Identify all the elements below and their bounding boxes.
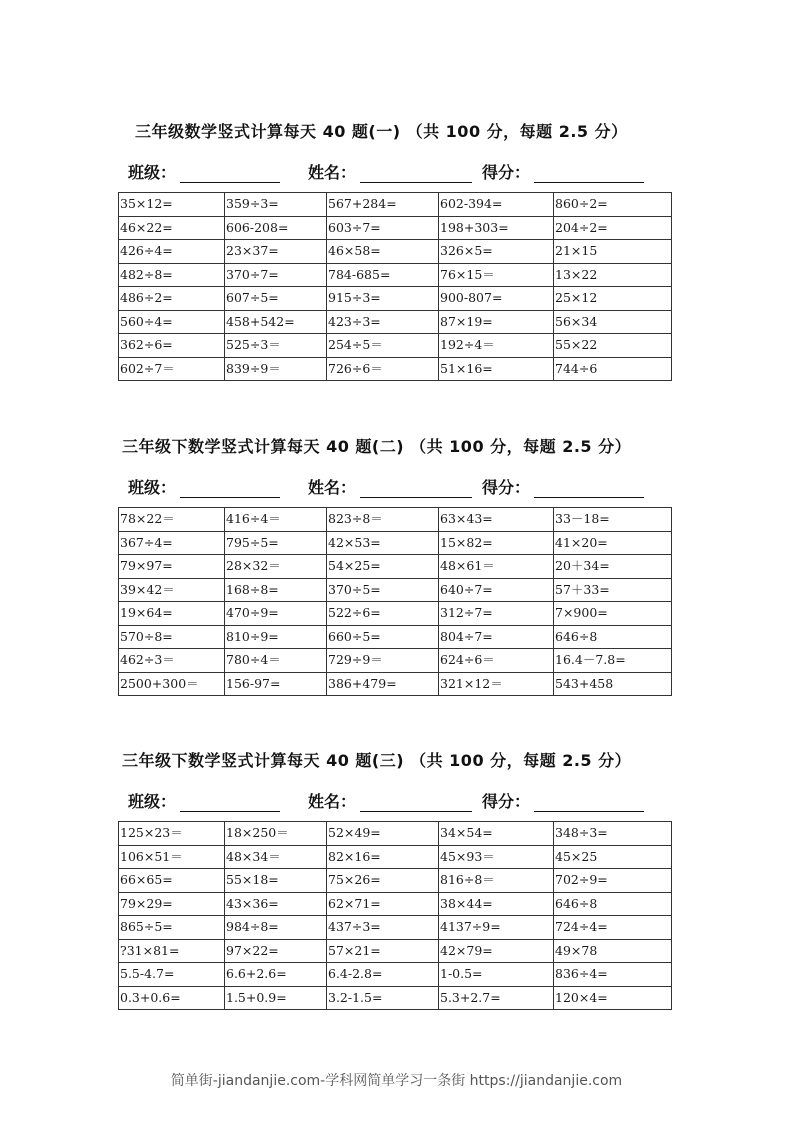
problem-cell: 198+303= — [439, 216, 554, 240]
problem-cell: 38×44= — [439, 892, 554, 916]
name-label: 姓名： — [308, 478, 357, 497]
problem-cell: 125×23＝ — [119, 822, 225, 846]
problem-cell: 168÷8= — [225, 578, 327, 602]
problem-cell: 62×71= — [327, 892, 439, 916]
problem-cell: 79×97= — [119, 555, 225, 579]
problem-cell: 20＋34= — [554, 555, 672, 579]
problem-cell: 254÷5＝ — [327, 334, 439, 358]
problem-cell: 640÷7= — [439, 578, 554, 602]
class-blank[interactable] — [180, 793, 280, 812]
table-row — [119, 649, 672, 673]
problem-cell: 823÷8＝ — [327, 508, 439, 532]
problem-cell: 810÷9= — [225, 625, 327, 649]
class-label: 班级： — [128, 163, 177, 182]
class-label: 班级： — [128, 792, 177, 811]
problem-cell: 744÷6 — [554, 357, 672, 381]
problem-cell: 204÷2= — [554, 216, 672, 240]
problem-cell: 79×29= — [119, 892, 225, 916]
problem-cell: 1.5+0.9= — [225, 986, 327, 1010]
table-row — [119, 357, 672, 381]
problem-cell: 607÷5= — [225, 287, 327, 311]
class-label: 班级： — [128, 478, 177, 497]
name-label: 姓名： — [308, 792, 357, 811]
table-row — [119, 892, 672, 916]
problem-table — [118, 507, 672, 696]
problem-cell: 55×22 — [554, 334, 672, 358]
table-row — [119, 193, 672, 217]
problem-cell: 1-0.5= — [439, 963, 554, 987]
problem-cell: 57×21= — [327, 939, 439, 963]
problem-cell: 55×18= — [225, 869, 327, 893]
problem-cell: 780÷4＝ — [225, 649, 327, 673]
problem-cell: 46×22= — [119, 216, 225, 240]
problem-cell: 42×79= — [439, 939, 554, 963]
problem-cell: 458+542= — [225, 310, 327, 334]
student-info-row — [128, 475, 644, 498]
table-row — [119, 602, 672, 626]
score-label: 得分： — [482, 478, 531, 497]
problem-cell: 7×900= — [554, 602, 672, 626]
table-row — [119, 263, 672, 287]
problem-cell: 603÷7= — [327, 216, 439, 240]
problem-cell: 602-394= — [439, 193, 554, 217]
problem-cell: 43×36= — [225, 892, 327, 916]
table-row — [119, 287, 672, 311]
section-title: 三年级下数学竖式计算每天 40 题(二) （共 100 分，每题 2.5 分） — [122, 437, 632, 456]
table-row — [119, 986, 672, 1010]
problem-cell: 984÷8= — [225, 916, 327, 940]
problem-cell: 816÷8＝ — [439, 869, 554, 893]
problem-cell: 0.3+0.6= — [119, 986, 225, 1010]
problem-cell: 48×61＝ — [439, 555, 554, 579]
problem-cell: 426÷4= — [119, 240, 225, 264]
problem-cell: 34×54= — [439, 822, 554, 846]
problem-cell: 602÷7＝ — [119, 357, 225, 381]
score-blank[interactable] — [534, 164, 644, 183]
name-label: 姓名： — [308, 163, 357, 182]
problem-cell: 860÷2= — [554, 193, 672, 217]
problem-cell: 42×53= — [327, 531, 439, 555]
problem-cell: 63×43= — [439, 508, 554, 532]
problem-cell: 21×15 — [554, 240, 672, 264]
problem-cell: 82×16= — [327, 845, 439, 869]
problem-cell: 522÷6= — [327, 602, 439, 626]
table-row — [119, 578, 672, 602]
problem-cell: 416÷4＝ — [225, 508, 327, 532]
table-row — [119, 334, 672, 358]
problem-cell: 482÷8= — [119, 263, 225, 287]
problem-cell: 660÷5= — [327, 625, 439, 649]
problem-cell: 348÷3= — [554, 822, 672, 846]
problem-cell: 192÷4＝ — [439, 334, 554, 358]
problem-cell: 646÷8 — [554, 892, 672, 916]
name-blank[interactable] — [360, 164, 472, 183]
problem-cell: 52×49= — [327, 822, 439, 846]
problem-cell: 729÷9＝ — [327, 649, 439, 673]
problem-cell: 646÷8 — [554, 625, 672, 649]
problem-cell: 6.4-2.8= — [327, 963, 439, 987]
problem-cell: 41×20= — [554, 531, 672, 555]
footer-watermark: 简单街-jiandanjie.com-学科网简单学习一条街 https://jiandanjie.com — [170, 1073, 623, 1089]
problem-cell: 839÷9＝ — [225, 357, 327, 381]
problem-cell: 18×250＝ — [225, 822, 327, 846]
problem-cell: 836÷4= — [554, 963, 672, 987]
table-row — [119, 869, 672, 893]
problem-cell: 470÷9= — [225, 602, 327, 626]
problem-cell: 543+458 — [554, 672, 672, 696]
score-label: 得分： — [482, 792, 531, 811]
problem-cell: 370÷7= — [225, 263, 327, 287]
problem-cell: 5.5-4.7= — [119, 963, 225, 987]
problem-cell: 437÷3= — [327, 916, 439, 940]
problem-cell: 2500+300＝ — [119, 672, 225, 696]
problem-cell: 6.6+2.6= — [225, 963, 327, 987]
table-row — [119, 963, 672, 987]
problem-cell: 804÷7= — [439, 625, 554, 649]
problem-cell: 23×37= — [225, 240, 327, 264]
problem-cell: 75×26= — [327, 869, 439, 893]
problem-cell: 106×51＝ — [119, 845, 225, 869]
problem-cell: 57＋33= — [554, 578, 672, 602]
problem-table — [118, 192, 672, 381]
student-info-row — [128, 789, 644, 812]
problem-cell: 486÷2= — [119, 287, 225, 311]
problem-cell: 784-685= — [327, 263, 439, 287]
table-row — [119, 939, 672, 963]
problem-cell: 87×19= — [439, 310, 554, 334]
problem-cell: 359÷3= — [225, 193, 327, 217]
table-row — [119, 531, 672, 555]
problem-cell: 48×34＝ — [225, 845, 327, 869]
problem-cell: 76×15＝ — [439, 263, 554, 287]
student-info-row — [128, 160, 644, 183]
problem-cell: 624÷6＝ — [439, 649, 554, 673]
problem-cell: 321×12＝ — [439, 672, 554, 696]
problem-cell: 3.2-1.5= — [327, 986, 439, 1010]
problem-cell: 724÷4= — [554, 916, 672, 940]
problem-table — [118, 821, 672, 1010]
problem-cell: 120×4= — [554, 986, 672, 1010]
class-blank[interactable] — [180, 479, 280, 498]
score-label: 得分： — [482, 163, 531, 182]
problem-cell: 19×64= — [119, 602, 225, 626]
problem-cell: 367÷4= — [119, 531, 225, 555]
problem-cell: 567+284= — [327, 193, 439, 217]
problem-cell: 362÷6= — [119, 334, 225, 358]
problem-cell: 702÷9= — [554, 869, 672, 893]
table-row — [119, 508, 672, 532]
problem-cell: 54×25= — [327, 555, 439, 579]
problem-cell: 5.3+2.7= — [439, 986, 554, 1010]
section-title: 三年级数学竖式计算每天 40 题(一) （共 100 分，每题 2.5 分） — [135, 122, 628, 141]
class-blank[interactable] — [180, 164, 280, 183]
problem-cell: 370÷5= — [327, 578, 439, 602]
problem-cell: 726÷6＝ — [327, 357, 439, 381]
problem-cell: ?31×81= — [119, 939, 225, 963]
problem-cell: 33－18= — [554, 508, 672, 532]
table-row — [119, 845, 672, 869]
problem-cell: 56×34 — [554, 310, 672, 334]
name-blank[interactable] — [360, 479, 472, 498]
problem-cell: 570÷8= — [119, 625, 225, 649]
problem-cell: 900-807= — [439, 287, 554, 311]
problem-cell: 15×82= — [439, 531, 554, 555]
table-row — [119, 916, 672, 940]
problem-cell: 45×25 — [554, 845, 672, 869]
problem-cell: 46×58= — [327, 240, 439, 264]
problem-cell: 525÷3＝ — [225, 334, 327, 358]
problem-cell: 423÷3= — [327, 310, 439, 334]
table-row — [119, 240, 672, 264]
problem-cell: 386+479= — [327, 672, 439, 696]
problem-cell: 49×78 — [554, 939, 672, 963]
table-row — [119, 216, 672, 240]
section-title: 三年级下数学竖式计算每天 40 题(三) （共 100 分，每题 2.5 分） — [122, 751, 632, 770]
score-blank[interactable] — [534, 479, 644, 498]
problem-cell: 560÷4= — [119, 310, 225, 334]
problem-cell: 462÷3＝ — [119, 649, 225, 673]
table-row — [119, 822, 672, 846]
problem-cell: 45×93＝ — [439, 845, 554, 869]
problem-cell: 326×5= — [439, 240, 554, 264]
problem-cell: 35×12= — [119, 193, 225, 217]
table-row — [119, 555, 672, 579]
problem-cell: 78×22＝ — [119, 508, 225, 532]
problem-cell: 4137÷9= — [439, 916, 554, 940]
problem-cell: 16.4－7.8= — [554, 649, 672, 673]
table-row — [119, 625, 672, 649]
problem-cell: 915÷3= — [327, 287, 439, 311]
problem-cell: 51×16= — [439, 357, 554, 381]
problem-cell: 156-97= — [225, 672, 327, 696]
name-blank[interactable] — [360, 793, 472, 812]
problem-cell: 66×65= — [119, 869, 225, 893]
problem-cell: 865÷5= — [119, 916, 225, 940]
problem-cell: 795÷5= — [225, 531, 327, 555]
problem-cell: 25×12 — [554, 287, 672, 311]
problem-cell: 97×22= — [225, 939, 327, 963]
score-blank[interactable] — [534, 793, 644, 812]
table-row — [119, 310, 672, 334]
problem-cell: 13×22 — [554, 263, 672, 287]
problem-cell: 39×42＝ — [119, 578, 225, 602]
problem-cell: 28×32＝ — [225, 555, 327, 579]
problem-cell: 606-208= — [225, 216, 327, 240]
table-row — [119, 672, 672, 696]
problem-cell: 312÷7= — [439, 602, 554, 626]
